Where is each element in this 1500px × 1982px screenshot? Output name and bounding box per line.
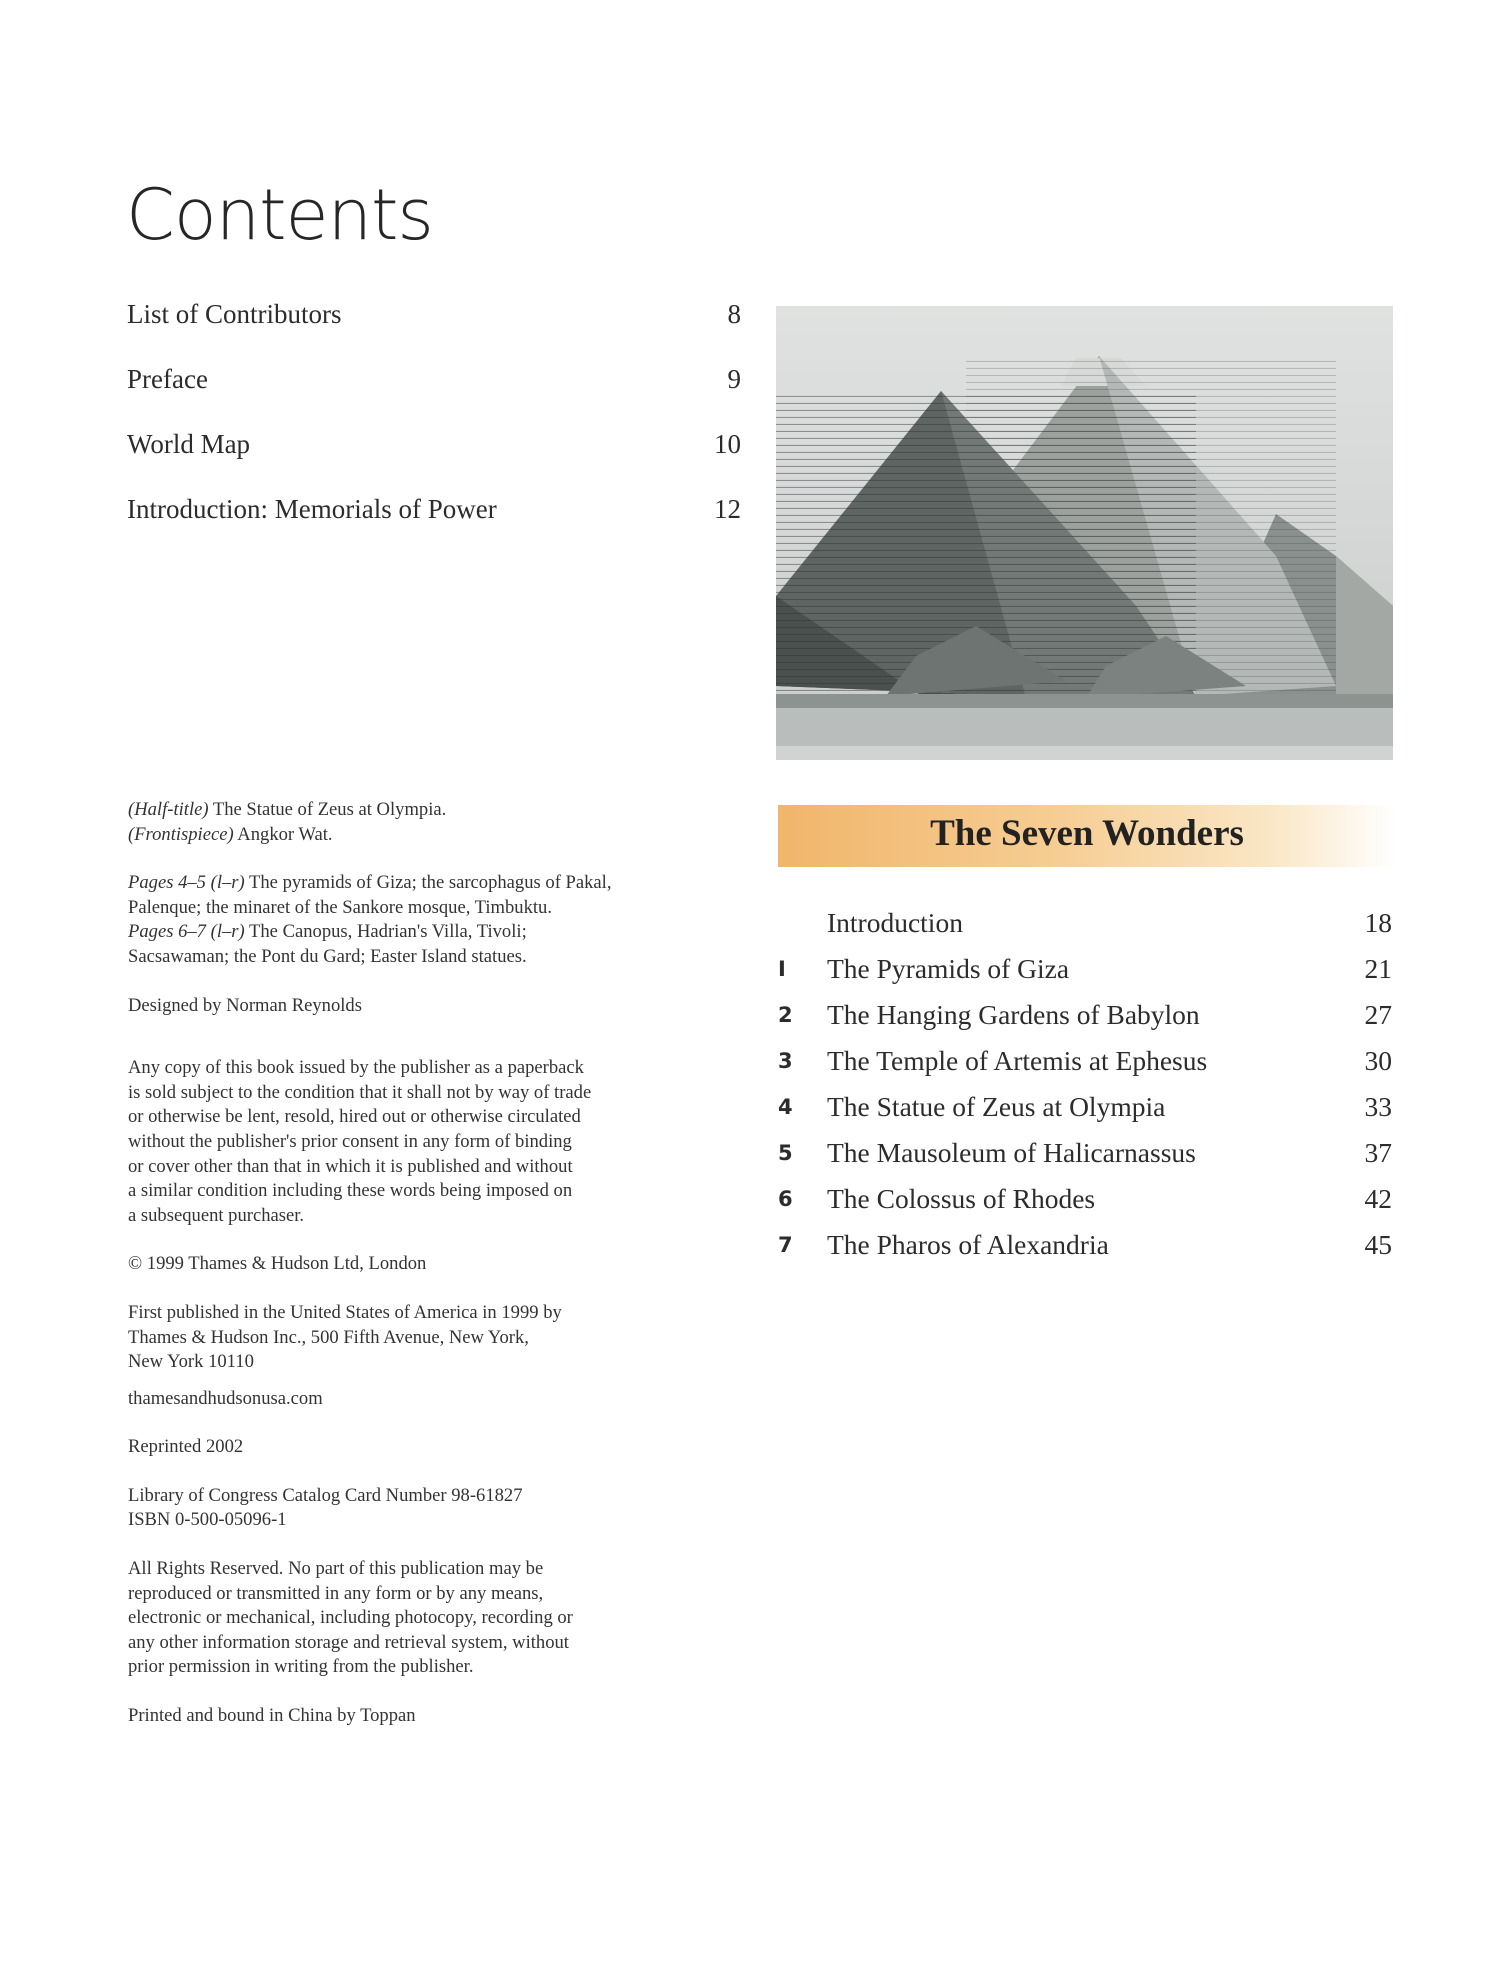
chapter-page: 42 — [1364, 1183, 1392, 1214]
pages67-label: Pages 6–7 (l–r) — [128, 921, 245, 943]
chapter-page: 18 — [1364, 907, 1392, 938]
toc-entry-page: 8 — [727, 299, 741, 329]
us-publication-line: Thames & Hudson Inc., 500 Fifth Avenue, New York, — [128, 1326, 529, 1348]
pages67-credit-line2: Sacsawaman; the Pont du Gard; Easter Island statues. — [128, 945, 527, 967]
chapter-number: 4 — [778, 1095, 793, 1119]
rights-line: All Rights Reserved. No part of this publication may be — [128, 1558, 544, 1580]
pages67-credit — [128, 920, 748, 945]
chapter-title: The Hanging Gardens of Babylon — [827, 999, 1200, 1030]
toc-entry-page: 12 — [714, 494, 741, 524]
halftitle-label: (Half-title) — [128, 799, 209, 820]
toc-entry-title: Preface — [127, 364, 208, 394]
toc-entry[interactable] — [127, 296, 741, 361]
rights-line: any other information storage and retrieval system, without — [128, 1631, 569, 1653]
chapter-title: The Colossus of Rhodes — [827, 1183, 1096, 1214]
us-publication — [128, 1301, 748, 1375]
toc-entry-page: 10 — [714, 429, 741, 459]
pages45-credit — [128, 871, 748, 896]
chapter-number: 2 — [778, 1003, 793, 1027]
copyright-condition — [128, 1056, 748, 1228]
condition-line: is sold subject to the condition that it shall not by way of trade — [128, 1081, 592, 1103]
chapter-number: 3 — [778, 1049, 793, 1073]
toc-entry[interactable] — [127, 426, 741, 491]
reprint-notice: Reprinted 2002 — [128, 1436, 244, 1458]
toc-entry-title: Introduction: Memorials of Power — [127, 494, 497, 524]
toc-entry-title: World Map — [127, 429, 251, 459]
section-title: The Seven Wonders — [930, 813, 1244, 854]
rights-line: reproduced or transmitted in any form or by any means, — [128, 1582, 544, 1604]
toc-entry[interactable] — [127, 491, 741, 556]
chapter-page: 45 — [1364, 1229, 1392, 1260]
catalog-info — [128, 1484, 748, 1533]
pyramids-illustration — [776, 306, 1393, 760]
website-link[interactable]: thamesandhudsonusa.com — [128, 1387, 323, 1409]
rights-line: prior permission in writing from the publisher. — [128, 1656, 474, 1678]
pages45-text: The pyramids of Giza; the sarcophagus of Pakal, — [249, 872, 612, 894]
chapter-number: 7 — [778, 1233, 793, 1257]
chapter-title: The Temple of Artemis at Ephesus — [827, 1045, 1208, 1076]
pages45-credit-line2: Palenque; the minaret of the Sankore mosque, Timbuktu. — [128, 896, 552, 918]
copyright-notice: © 1999 Thames & Hudson Ltd, London — [128, 1253, 427, 1275]
chapter-number: I — [778, 957, 786, 981]
chapter-page: 37 — [1364, 1137, 1392, 1168]
catalog-number: Library of Congress Catalog Card Number 98-61827 — [128, 1484, 523, 1506]
rights-line: electronic or mechanical, including photocopy, recording or — [128, 1607, 573, 1629]
toc-entry[interactable] — [778, 951, 1392, 997]
chapter-page: 30 — [1364, 1045, 1392, 1076]
chapter-page: 21 — [1364, 953, 1392, 984]
toc-entry[interactable] — [778, 1181, 1392, 1227]
pages45-label: Pages 4–5 (l–r) — [128, 872, 245, 894]
imprint-block — [128, 798, 748, 1729]
toc-entry[interactable] — [778, 1043, 1392, 1089]
us-publication-line: First published in the United States of America in 1999 by — [128, 1301, 562, 1323]
section-banner — [778, 805, 1396, 867]
designer-credit: Designed by Norman Reynolds — [128, 994, 362, 1016]
condition-line: a subsequent purchaser. — [128, 1204, 305, 1226]
us-publication-line: New York 10110 — [128, 1351, 254, 1373]
condition-line: without the publisher's prior consent in any form of binding — [128, 1130, 572, 1152]
chapter-title: The Pharos of Alexandria — [827, 1229, 1109, 1260]
toc-entry[interactable] — [778, 1135, 1392, 1181]
pyramids-photo — [776, 306, 1393, 760]
chapter-title: The Statue of Zeus at Olympia — [827, 1091, 1166, 1122]
condition-line: or otherwise be lent, resold, hired out or otherwise circulated — [128, 1106, 581, 1128]
halftitle-credit — [128, 798, 748, 823]
front-matter-toc — [127, 296, 741, 556]
condition-line: a similar condition including these words being imposed on — [128, 1180, 573, 1202]
rights-notice — [128, 1557, 748, 1680]
toc-entry[interactable] — [778, 1227, 1392, 1273]
toc-entry-page: 9 — [727, 364, 741, 394]
condition-line: Any copy of this book issued by the publisher as a paperback — [128, 1057, 584, 1079]
toc-entry[interactable] — [127, 361, 741, 426]
toc-entry[interactable] — [778, 997, 1392, 1043]
chapter-title: Introduction — [827, 907, 963, 938]
chapter-page: 27 — [1364, 999, 1392, 1030]
condition-line: or cover other than that in which it is published and without — [128, 1155, 573, 1177]
chapter-number: 6 — [778, 1187, 793, 1211]
frontispiece-text: Angkor Wat. — [237, 823, 333, 845]
pages67-text: The Canopus, Hadrian's Villa, Tivoli; — [249, 921, 527, 943]
frontispiece-label: (Frontispiece) — [128, 823, 234, 845]
frontispiece-credit — [128, 823, 748, 848]
chapter-title: The Mausoleum of Halicarnassus — [827, 1137, 1196, 1168]
page-title: Contents — [126, 174, 433, 256]
chapter-title: The Pyramids of Giza — [827, 953, 1070, 984]
chapter-number: 5 — [778, 1141, 793, 1165]
halftitle-text: The Statue of Zeus at Olympia. — [212, 799, 447, 820]
toc-entry-title: List of Contributors — [127, 299, 342, 329]
toc-entry[interactable] — [778, 1089, 1392, 1135]
printer-notice: Printed and bound in China by Toppan — [128, 1705, 416, 1727]
chapter-page: 33 — [1364, 1091, 1392, 1122]
toc-entry[interactable] — [778, 905, 1392, 951]
isbn: ISBN 0-500-05096-1 — [128, 1509, 287, 1531]
seven-wonders-toc — [778, 905, 1392, 1273]
